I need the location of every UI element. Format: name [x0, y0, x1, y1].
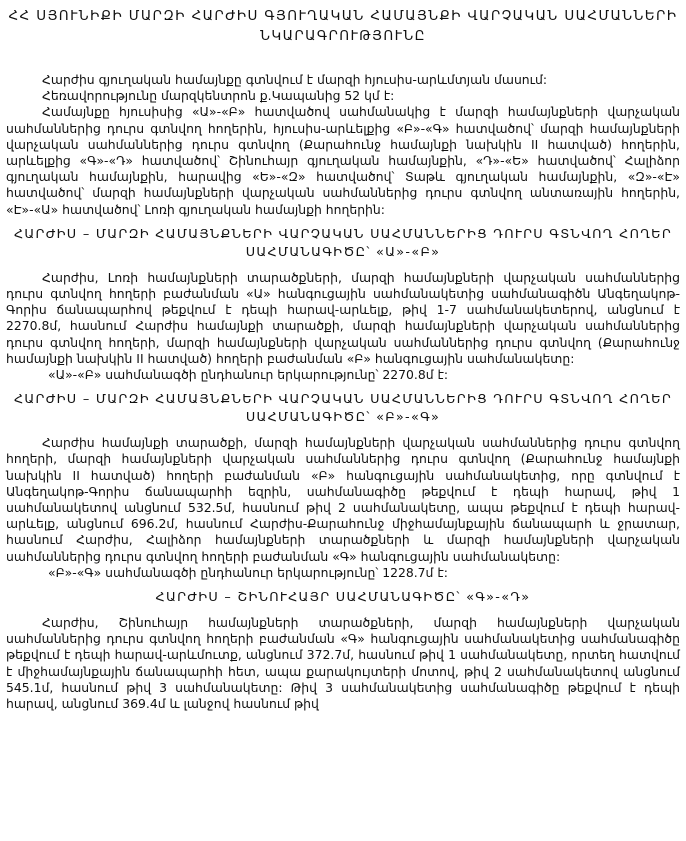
section-heading-line-1: ՀԱՐԺԻՍ – ՄԱՐԶԻ ՀԱՄԱՅՆՔՆԵՐԻ ՎԱՐՉԱԿԱՆ ՍԱՀՄԱՆՆԵՐԻՑ ԴՈՒՐՍ ԳՏՆՎՈՂ ՀՈՂԵՐ [13, 226, 673, 242]
section-body: Հարժիս, Լոռի համայնքների տարածքների, մարզի համայնքների վարչական սահմաններից դուրս գտնվող հողերի բաժանման «Ա» հանգուցային սահմանակետից սահմանագիծն Անգեղակոթ-Գորիս ճանապարհով թեքվում է դեպի հարավ-արևելք, թիվ 1-7 սահմանակետերով, անցնում է 2270.8մ, հասնում Հարժիս համայնքի տարածքի, մարզի համայնքների վարչական սահմաններից դուրս գտնվող հողերի, մարզի համայնքների վարչական սահմաններից դուրս գտնվող (Քարահունջ համայնքի նախկին II հատված) հողերի բաժանման «Բ» հանգուցային սահմանակետը: [6, 269, 680, 366]
section-b-g [6, 391, 680, 581]
section-heading [6, 391, 680, 427]
section-heading [6, 226, 680, 262]
section-heading-line-1: ՀԱՐԺԻՍ – ՄԱՐԶԻ ՀԱՄԱՅՆՔՆԵՐԻ ՎԱՐՉԱԿԱՆ ՍԱՀՄԱՆՆԵՐԻՑ ԴՈՒՐՍ ԳՏՆՎՈՂ ՀՈՂԵՐ [13, 392, 673, 408]
intro-paragraph-location: Հարժիս գյուղական համայնքը գտնվում է մարզի հյուսիս-արևմտյան մասում: [42, 72, 548, 87]
intro-paragraph-borders: Համայնքը հյուսիսից «Ա»-«Բ» հատվածով սահմանակից է մարզի համայնքների վարչական սահմաններից դուրս գտնվող հողերին, հյուսիս-արևելքից «Բ»-«Գ» հատվածով՝ մարզի համայնքների վարչական սահմաններից դուրս գտնվող (Քարահունջ համայնքի նախկին II հատված) հողերին, արևելքից «Գ»-«Դ» հատվածով՝ Շինուհայր գյուղական համայնքին, «Դ»-«Ե» հատվածով՝ Հալիձոր գյուղական համայնքին, հարավից «Ե»-«Զ» հատվածով՝ Տաթև գյուղական համայնքին, «Զ»-«Է» հատվածով՝ մարզի համայնքների վարչական սահմաններից դուրս գտնվող անտառային հողերին, «Է»-«Ա» հատվածով՝ Լոռի գյուղական համայնքի հողերին: [6, 104, 680, 217]
intro-paragraph-distance: Հեռավորությունը մարզկենտրոն ք.Կապանից 52 կմ է: [42, 88, 395, 104]
section-total-length: «Բ»-«Գ» սահմանագծի ընդհանուր երկարությունը՝ 1228.7մ է: [48, 564, 448, 580]
section-g-d [6, 589, 680, 712]
intro-section [6, 72, 680, 218]
section-total-length: «Ա»-«Բ» սահմանագծի ընդհանուր երկարությունը՝ 2270.8մ է: [48, 367, 449, 383]
title-line-1: ՀՀ ՍՅՈՒՆԻՔԻ ՄԱՐԶԻ ՀԱՐԺԻՍ ԳՅՈՒՂԱԿԱՆ ՀԱՄԱՅՆՔԻ ՎԱՐՉԱԿԱՆ ՍԱՀՄԱՆՆԵՐԻ [8, 8, 678, 24]
section-heading-line-2: ՍԱՀՄԱՆԱԳԻԾԸ՝ «Ա»-«Բ» [245, 244, 441, 260]
section-heading-line-2: ՍԱՀՄԱՆԱԳԻԾԸ՝ «Բ»-«Գ» [245, 410, 441, 426]
title-line-2: ՆԿԱՐԱԳՐՈՒԹՅՈՒՆԸ [260, 28, 426, 44]
section-body: Հարժիս համայնքի տարածքի, մարզի համայնքների վարչական սահմաններից դուրս գտնվող հողերի, մարզի համայնքների վարչական սահմաններից դուրս գտնվող (Քարահունջ համայնքի նախկին II հատված) հողերի բաժանման «Բ» հանգուցային սահմանակետից, որը գտնվում է Անգեղակոթ-Գորիս ճանապարհի եզրին, սահմանագիծը թեքվում է դեպի հարավ, թիվ 1 սահմանակետով անցնում 532.5մ, հասնում թիվ 2 սահմանակետը, ապա թեքվում է դեպի հարավ-արևելք, անցնում 696.2մ, հասնում Հարժիս-Քարահունջ միջհամայնքային ճանապարհ և ջրատար, հասնում Հարժիս, Հալիձոր համայնքների տարածքների և մարզի համայնքների վարչական սահմաններից դուրս գտնվող հողերի բաժանման «Գ» հանգուցային սահմանակետը: [6, 435, 680, 564]
section-a-b [6, 226, 680, 383]
section-heading [6, 589, 680, 607]
section-heading-line-1: ՀԱՐԺԻՍ – ՇԻՆՈՒՀԱՅՐ ՍԱՀՄԱՆԱԳԻԾԸ՝ «Գ»-«Դ» [155, 590, 531, 606]
document-title [6, 6, 680, 46]
document-page [6, 6, 680, 712]
section-body: Հարժիս, Շինուհայր համայնքների տարածքների, մարզի համայնքների վարչական սահմաններից դուրս գտնվող հողերի բաժանման «Գ» հանգուցային սահմանակետից սահմանագիծը թեքվում է դեպի հարավ-արևմուտք, անցնում 372.7մ, հասնում թիվ 1 սահմանակետը, որտեղ հատվում է միջհամայնքային ճանապարհի հետ, ապա քարակույտերի մոտով, թիվ 2 սահմանակետով անցնում 545.1մ, հասնում թիվ 3 սահմանակետը: Թիվ 3 սահմանակետից սահմանագիծը թեքվում է դեպի հարավ, անցնում 369.4մ և լանջով հասնում թիվ [6, 615, 680, 712]
